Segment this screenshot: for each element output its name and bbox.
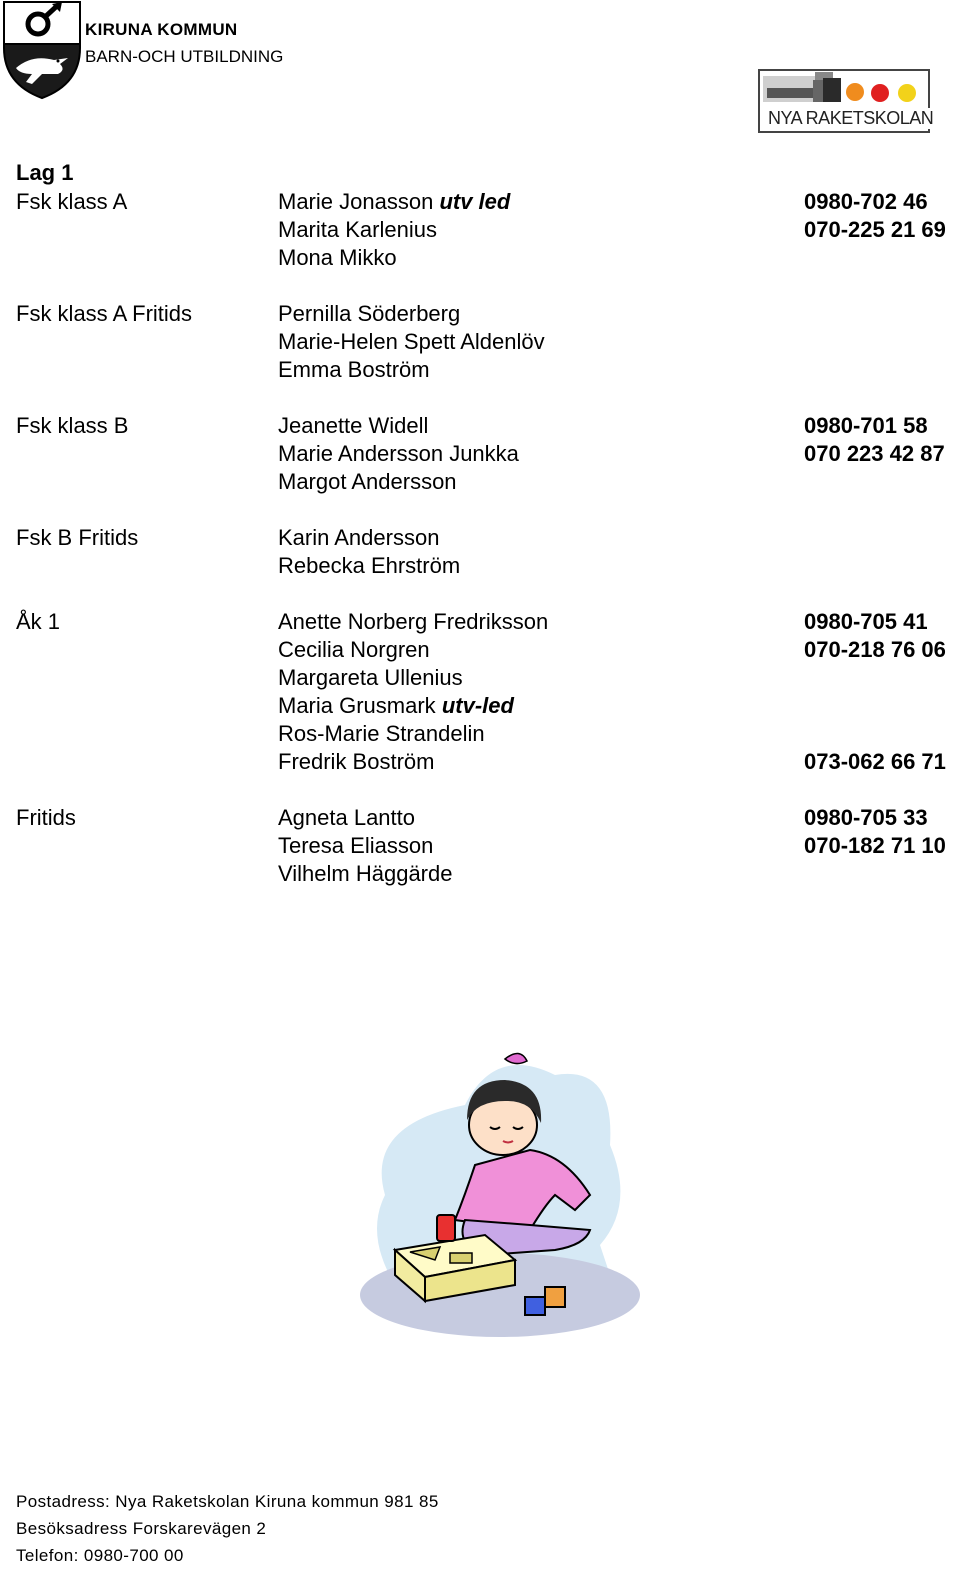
logo-orange-dot xyxy=(846,83,864,101)
staff-name-cell xyxy=(278,468,457,496)
staff-row xyxy=(16,720,960,748)
staff-name-cell xyxy=(278,244,397,272)
staff-name-cell xyxy=(278,356,430,384)
staff-name: Fredrik Boström xyxy=(278,749,435,774)
staff-name-cell xyxy=(278,412,428,440)
staff-row xyxy=(16,636,960,664)
staff-row xyxy=(16,216,960,244)
group-label: Åk 1 xyxy=(16,609,61,634)
girl-playing-illustration xyxy=(355,1045,645,1340)
staff-name-cell xyxy=(278,524,439,552)
staff-name: Mona Mikko xyxy=(278,245,397,270)
staff-phone: 070-182 71 10 xyxy=(804,833,946,858)
staff-name: Cecilia Norgren xyxy=(278,637,430,662)
staff-row xyxy=(16,440,960,468)
staff-row xyxy=(16,188,960,216)
staff-name-cell xyxy=(278,328,545,356)
staff-name: Rebecka Ehrström xyxy=(278,553,461,578)
staff-name-cell xyxy=(278,300,460,328)
staff-group xyxy=(16,804,960,888)
org-name: KIRUNA KOMMUN xyxy=(85,20,238,39)
staff-name: Marie-Helen Spett Aldenlöv xyxy=(278,329,545,354)
staff-name-cell xyxy=(278,832,433,860)
page-footer xyxy=(16,1488,439,1569)
staff-name: Agneta Lantto xyxy=(278,805,416,830)
staff-group xyxy=(16,524,960,580)
staff-name: Marie Andersson Junkka xyxy=(278,441,519,466)
staff-name-cell xyxy=(278,860,452,888)
phone-number: Telefon: 0980-700 00 xyxy=(16,1546,184,1565)
staff-name: Maria Grusmark xyxy=(278,693,436,718)
group-label: Fsk klass A xyxy=(16,189,128,214)
staff-row xyxy=(16,552,960,580)
staff-roster xyxy=(16,188,960,916)
department-name: BARN-OCH UTBILDNING xyxy=(85,47,284,66)
postal-address: Postadress: Nya Raketskolan Kiruna kommun 981 85 xyxy=(16,1492,439,1511)
staff-group xyxy=(16,608,960,776)
kiruna-crest-logo xyxy=(2,0,82,100)
staff-name-cell xyxy=(278,748,434,776)
staff-name: Pernilla Söderberg xyxy=(278,301,461,326)
logo-red-dot xyxy=(871,84,889,102)
staff-name: Vilhelm Häggärde xyxy=(278,861,453,886)
group-label: Fritids xyxy=(16,805,76,830)
staff-phone: 0980-705 33 xyxy=(804,805,928,830)
staff-name-cell xyxy=(278,692,514,720)
team-heading: Lag 1 xyxy=(16,160,74,185)
staff-row xyxy=(16,356,960,384)
logo-text: NYA RAKETSKOLAN xyxy=(768,108,934,128)
staff-group xyxy=(16,300,960,384)
logo-yellow-dot xyxy=(898,84,916,102)
staff-name: Margareta Ullenius xyxy=(278,665,463,690)
staff-phone: 0980-702 46 xyxy=(804,189,928,214)
staff-phone: 073-062 66 71 xyxy=(804,749,946,774)
staff-name: Ros-Marie Strandelin xyxy=(278,721,485,746)
group-label: Fsk klass B xyxy=(16,413,129,438)
staff-name-cell xyxy=(278,636,430,664)
staff-name: Teresa Eliasson xyxy=(278,833,434,858)
staff-row xyxy=(16,468,960,496)
staff-row xyxy=(16,328,960,356)
staff-row xyxy=(16,692,960,720)
staff-name-cell xyxy=(278,188,510,216)
staff-phone: 0980-705 41 xyxy=(804,609,928,634)
staff-row xyxy=(16,244,960,272)
organization-header xyxy=(85,16,283,70)
staff-group xyxy=(16,188,960,272)
staff-name-cell xyxy=(278,440,519,468)
staff-name: Jeanette Widell xyxy=(278,413,429,438)
staff-row xyxy=(16,832,960,860)
staff-name: Emma Boström xyxy=(278,357,430,382)
staff-name: Marita Karlenius xyxy=(278,217,437,242)
staff-name-cell xyxy=(278,608,548,636)
staff-row xyxy=(16,804,960,832)
staff-phone: 070-225 21 69 xyxy=(804,217,946,242)
staff-name-cell xyxy=(278,804,415,832)
group-label: Fsk B Fritids xyxy=(16,525,139,550)
staff-row xyxy=(16,300,960,328)
staff-name: Margot Andersson xyxy=(278,469,457,494)
staff-name-cell xyxy=(278,552,460,580)
staff-name: Karin Andersson xyxy=(278,525,440,550)
staff-phone: 070-218 76 06 xyxy=(804,637,946,662)
staff-row xyxy=(16,608,960,636)
staff-group xyxy=(16,412,960,496)
staff-row xyxy=(16,748,960,776)
staff-phone: 070 223 42 87 xyxy=(804,441,945,466)
staff-row xyxy=(16,664,960,692)
staff-name-cell xyxy=(278,720,485,748)
staff-row xyxy=(16,524,960,552)
visiting-address: Besöksadress Forskarevägen 2 xyxy=(16,1519,267,1538)
staff-name: Marie Jonasson xyxy=(278,189,434,214)
staff-phone: 0980-701 58 xyxy=(804,413,928,438)
staff-name-cell xyxy=(278,664,463,692)
group-label: Fsk klass A Fritids xyxy=(16,301,193,326)
staff-role: utv led xyxy=(439,189,511,214)
staff-row xyxy=(16,412,960,440)
staff-name: Anette Norberg Fredriksson xyxy=(278,609,549,634)
staff-name-cell xyxy=(278,216,437,244)
staff-role: utv-led xyxy=(441,693,514,718)
staff-row xyxy=(16,860,960,888)
